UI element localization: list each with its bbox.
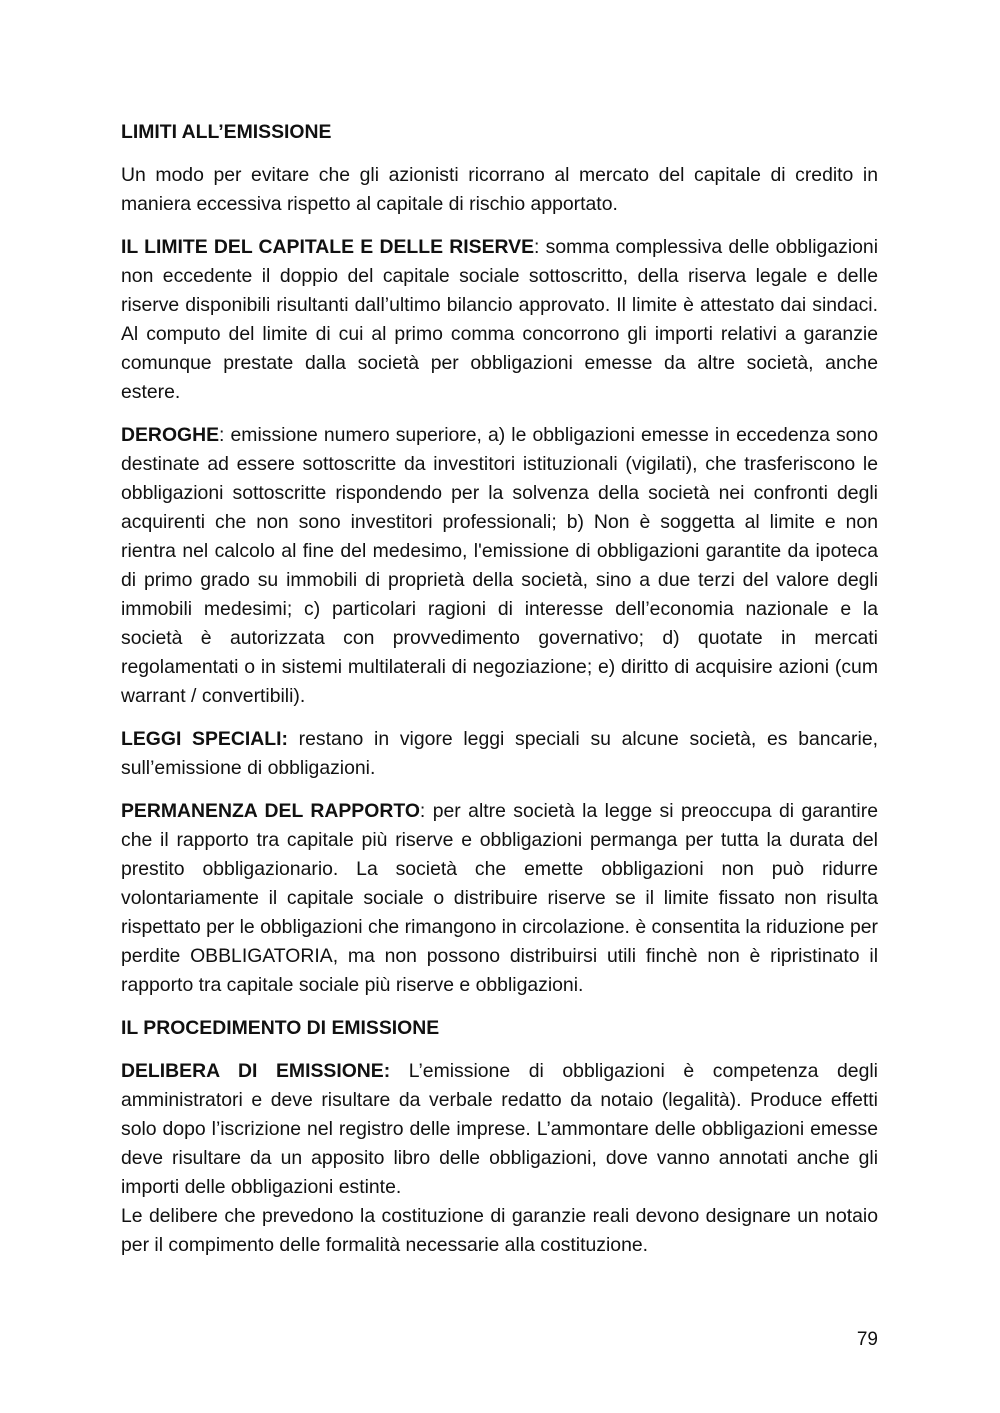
paragraph-leggi-speciali [121, 725, 878, 783]
document-page [121, 118, 878, 1274]
paragraph-text: : somma complessiva delle obbligazioni non eccedente il doppio del capitale sociale sottoscritto, della riserva legale e delle riserve disponibili risultanti dall’ultimo bilancio approvato. Il limite è attestato dai sindaci. Al computo del limite di cui al primo comma concorrono gli importi relativi a garanzie comunque prestate dalla società per obbligazioni emesse da altre società, anche estere. [121, 236, 878, 403]
paragraph-deroghe [121, 421, 878, 711]
paragraph-lead: LEGGI SPECIALI: [121, 728, 288, 750]
page-number: 79 [856, 1329, 878, 1350]
paragraph-text: : per altre società la legge si preoccupa di garantire che il rapporto tra capitale più riserve e obbligazioni permanga per tutta la durata del prestito obbligazionario. La società che emette obbligazioni non può ridurre volontariamente il capitale sociale o distribuire riserve se il limite fissato non risulta rispettato per le obbligazioni che rimangono in circolazione. è consentita la riduzione per perdite OBBLIGATORIA, ma non possono distribuirsi utili finchè non è ripristinato il rapporto tra capitale sociale più riserve e obbligazioni. [121, 800, 878, 996]
paragraph-lead: DELIBERA DI EMISSIONE: [121, 1060, 391, 1082]
paragraph-lead: PERMANENZA DEL RAPPORTO [121, 800, 420, 822]
paragraph-delibera [121, 1057, 878, 1202]
intro-paragraph: Un modo per evitare che gli azionisti ricorrano al mercato del capitale di credito in maniera eccessiva rispetto al capitale di rischio apportato. [121, 164, 878, 215]
section-heading-procedimento: IL PROCEDIMENTO DI EMISSIONE [121, 1017, 440, 1039]
paragraph-lead: IL LIMITE DEL CAPITALE E DELLE RISERVE [121, 236, 535, 258]
paragraph-text: : emissione numero superiore, a) le obbligazioni emesse in eccedenza sono destinate ad essere sottoscritte da investitori istituzionali (vigilati), che trasferiscono le obbligazioni sottoscritte rispondendo per la solvenza della società nei confronti degli acquirenti che non sono investitori professionali; b) Non è soggetta al limite e non rientra nel calcolo al fine del medesimo, l'emissione di obbligazioni garantite da ipoteca di primo grado su immobili di proprietà della società, sino a due terzi del valore degli immobili medesimi; c) particolari ragioni di interesse dell’economia nazionale e la società è autorizzata con provvedimento governativo; d) quotate in mercati regolamentati o in sistemi multilaterali di negoziazione; e) diritto di acquisire azioni (cum warrant / convertibili). [121, 424, 878, 707]
paragraph-text: restano in vigore leggi speciali su alcune società, es bancarie, sull’emissione di obbligazioni. [121, 728, 878, 779]
paragraph-garanzie: Le delibere che prevedono la costituzione di garanzie reali devono designare un notaio per il compimento delle formalità necessarie alla costituzione. [121, 1205, 878, 1256]
paragraph-lead: DEROGHE [121, 424, 220, 446]
section-heading-limiti: LIMITI ALL’EMISSIONE [121, 121, 332, 143]
paragraph-text: L’emissione di obbligazioni è competenza degli amministratori e deve risultare da verbale redatto da notaio (legalità). Produce effetti solo dopo l’iscrizione nel registro delle imprese. L’ammontare delle obbligazioni emesse deve risultare da un apposito libro delle obbligazioni, dove vanno annotati anche gli importi delle obbligazioni estinte. [121, 1060, 878, 1198]
paragraph-permanenza [121, 797, 878, 1000]
paragraph-limite-capitale [121, 233, 878, 407]
